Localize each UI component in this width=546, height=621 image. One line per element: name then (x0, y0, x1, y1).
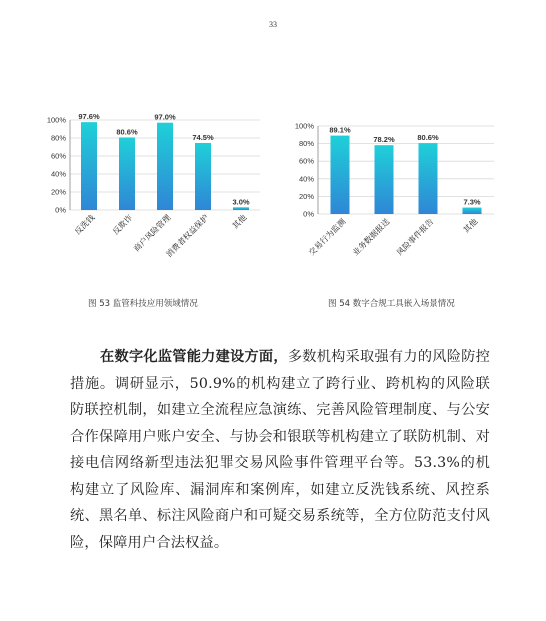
category-label: 业务数据报送 (351, 217, 392, 258)
y-tick-label: 20% (50, 187, 66, 197)
category-label: 风险事件报告 (395, 217, 436, 258)
category-label: 反洗钱 (73, 213, 97, 237)
data-label: 80.6% (417, 133, 439, 143)
category-label: 交易行为监测 (307, 217, 348, 258)
bar (375, 145, 394, 214)
y-tick-label: 0% (55, 205, 66, 215)
y-tick-label: 80% (50, 133, 66, 143)
bar (331, 136, 350, 214)
data-label: 89.1% (329, 125, 351, 135)
paragraph-lead: 在数字化监管能力建设方面， (100, 349, 288, 365)
paragraph-text: 多数机构采取强有力的风险防控措施。调研显示，50.9%的机构建立了跨行业、跨机构的风险联防联控机制，如建立全流程应急演练、完善风险管理制度、与公安合作保障用户账户安全、与协会和银联等机构建立了联防机制、对接电信网络新型违法犯罪交易风险事件管理平台等。53.3%的机构建立了风险库、漏洞库和案例库，如建立反洗钱系统、风控系统、黑名单、标注风险商户和可疑交易系统等，全方位防范支付风险，保障用户合法权益。 (70, 349, 490, 551)
figure-caption-53: 图 53 监管科技应用领域情况 (88, 299, 198, 309)
bar (119, 137, 135, 210)
chart-compliance-scenarios (290, 116, 500, 296)
bar (463, 208, 482, 214)
y-tick-label: 100% (294, 121, 314, 131)
page-number: 33 (269, 20, 277, 29)
y-tick-label: 40% (298, 174, 314, 184)
y-tick-label: 60% (50, 151, 66, 161)
category-label: 商户风险管理 (132, 213, 173, 254)
category-label: 其他 (230, 213, 249, 231)
y-tick-label: 20% (298, 191, 314, 201)
y-tick-label: 60% (298, 156, 314, 166)
bar (157, 123, 173, 210)
figure-caption-54: 图 54 数字合规工具嵌入场景情况 (328, 299, 455, 309)
data-label: 74.5% (192, 132, 214, 142)
data-label: 97.0% (154, 112, 176, 122)
data-label: 7.3% (463, 197, 481, 207)
y-tick-label: 80% (298, 139, 314, 149)
data-label: 97.6% (78, 112, 100, 122)
category-label: 其他 (461, 217, 480, 235)
bar (81, 122, 97, 210)
y-tick-label: 0% (303, 209, 314, 219)
data-label: 80.6% (116, 127, 138, 137)
bar (419, 143, 438, 214)
data-label: 3.0% (232, 197, 250, 207)
y-tick-label: 40% (50, 169, 66, 179)
category-label: 反欺诈 (111, 213, 135, 237)
chart-application-areas (38, 110, 268, 290)
bar (195, 143, 211, 210)
bar (233, 207, 249, 210)
y-tick-label: 100% (46, 115, 66, 125)
data-label: 78.2% (373, 135, 395, 145)
body-paragraph (70, 344, 490, 556)
category-label: 消费者权益保护 (164, 213, 211, 260)
